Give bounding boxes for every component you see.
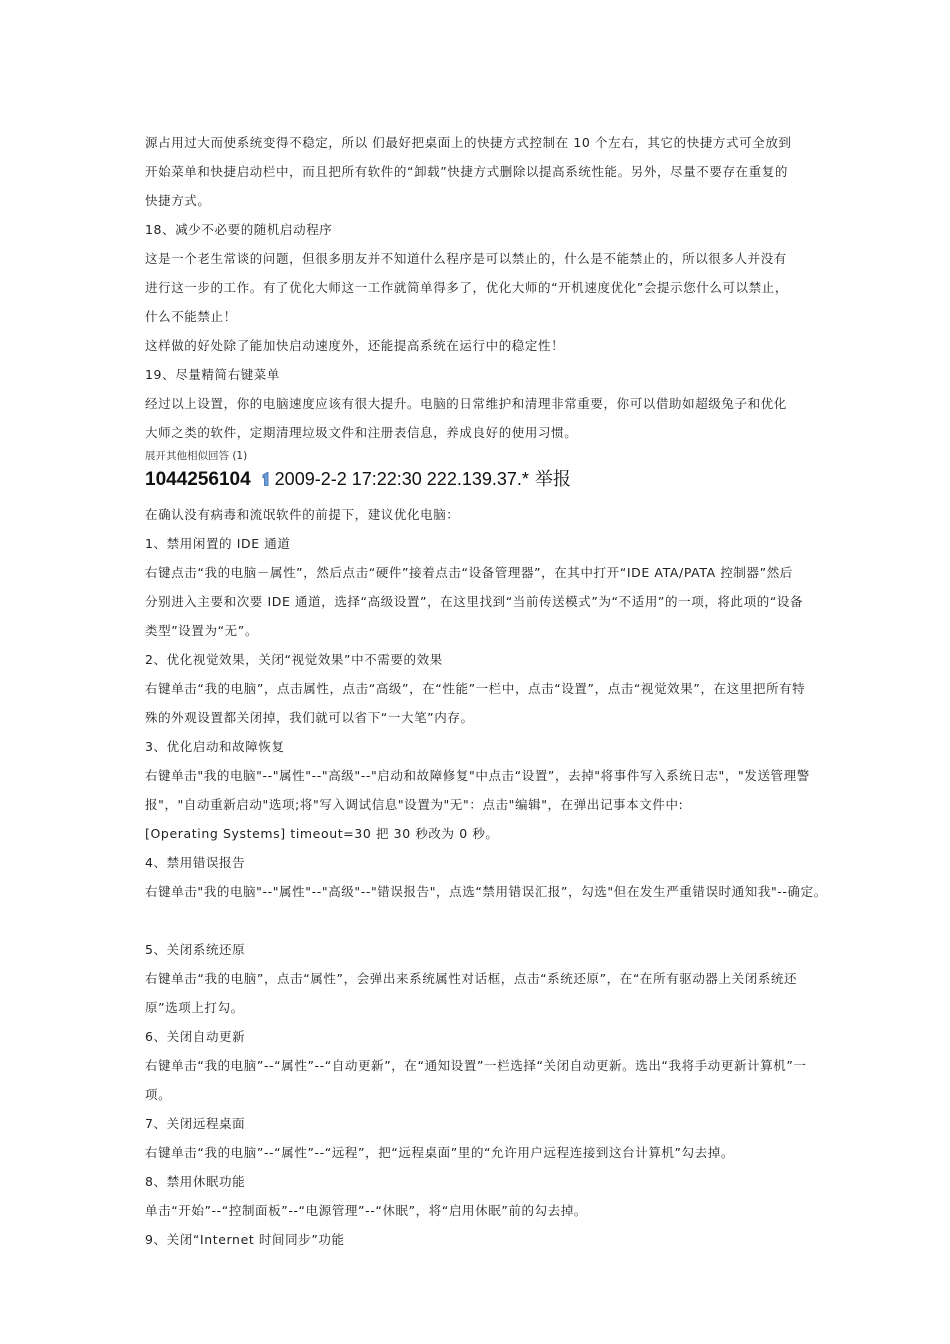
- text-line: 5、关闭系统还原: [145, 942, 246, 957]
- text-line: 这样做的好处除了能加快启动速度外，还能提高系统在运行中的稳定性！: [145, 338, 565, 353]
- text-line: 右键单击"我的电脑"--"属性"--"高级"--"启动和故障修复"中点击“设置”，去掉"将事件写入系统日志"，"发送管理警: [145, 768, 810, 783]
- answer-datetime: 2009-2-2 17:22:30 222.139.37.*: [274, 469, 529, 489]
- text-line: 1、禁用闲置的 IDE 通道: [145, 536, 291, 551]
- text-block-2: [145, 500, 827, 906]
- text-line: 在确认没有病毒和流氓软件的前提下，建议优化电脑：: [145, 507, 460, 522]
- text-line: 单击“开始”--“控制面板”--“电源管理”--“休眠”，将“启用休眠”前的勾去掉。: [145, 1203, 588, 1218]
- text-line: 19、尽量精简右键菜单: [145, 367, 281, 382]
- text-line: 快捷方式。: [145, 193, 211, 208]
- text-block-3: [145, 935, 810, 1254]
- text-line: 7、关闭远程桌面: [145, 1116, 246, 1131]
- text-line: 右键点击“我的电脑－属性”，然后点击“硬件”接着点击“设备管理器”，在其中打开“IDE ATA/PATA 控制器”然后: [145, 565, 793, 580]
- text-line: 8、禁用休眠功能: [145, 1174, 246, 1189]
- rank-level-icon: [261, 472, 271, 486]
- text-block-1: [145, 128, 810, 447]
- text-line: 殊的外观设置都关闭掉，我们就可以省下“一大笔”内存。: [145, 710, 474, 725]
- text-line: 类型”设置为“无”。: [145, 623, 258, 638]
- text-line: 大师之类的软件，定期清理垃圾文件和注册表信息，养成良好的使用习惯。: [145, 425, 578, 440]
- text-line: 3、优化启动和故障恢复: [145, 739, 285, 754]
- text-line: 18、减少不必要的随机启动程序: [145, 222, 333, 237]
- text-line: 项。: [145, 1087, 172, 1102]
- text-line: 2、优化视觉效果，关闭“视觉效果”中不需要的效果: [145, 652, 443, 667]
- text-line: 源占用过大而使系统变得不稳定，所以 们最好把桌面上的快捷方式控制在 10 个左右，其它的快捷方式可全放到: [145, 135, 792, 150]
- text-line: 进行这一步的工作。有了优化大师这一工作就简单得多了，优化大师的“开机速度优化”会提示您什么可以禁止，: [145, 280, 788, 295]
- text-line: 什么不能禁止！: [145, 309, 237, 324]
- text-line: 报"，"自动重新启动"选项;将"写入调试信息"设置为"无"：点击"编辑"，在弹出记事本文件中:: [145, 797, 684, 812]
- text-line: 右键单击“我的电脑”--“属性”--“自动更新”，在“通知设置”一栏选择“关闭自动更新。选出“我将手动更新计算机”一: [145, 1058, 807, 1073]
- text-line: 9、关闭“Internet 时间同步”功能: [145, 1232, 345, 1247]
- report-link[interactable]: 举报: [534, 469, 571, 490]
- answer-user-id[interactable]: 1044256104: [145, 469, 251, 490]
- text-line: 右键单击“我的电脑”，点击“属性”，会弹出来系统属性对话框，点击“系统还原”，在“在所有驱动器上关闭系统还: [145, 971, 798, 986]
- text-line: 开始菜单和快捷启动栏中，而且把所有软件的“卸载”快捷方式删除以提高系统性能。另外，尽量不要存在重复的: [145, 164, 788, 179]
- text-line: 右键单击"我的电脑"--"属性"--"高级"--"错误报告"，点选“禁用错误汇报”，勾选"但在发生严重错误时通知我"--确定。: [145, 884, 827, 899]
- document-page: [145, 128, 827, 1254]
- text-line: 经过以上设置，你的电脑速度应该有很大提升。电脑的日常维护和清理非常重要，你可以借助如超级兔子和优化: [145, 396, 787, 411]
- text-line: 右键单击“我的电脑”，点击属性，点击“高级”，在“性能”一栏中，点击“设置”，点击“视觉效果”，在这里把所有特: [145, 681, 806, 696]
- text-line: 6、关闭自动更新: [145, 1029, 246, 1044]
- text-line: 分别进入主要和次要 IDE 通道，选择“高级设置”，在这里找到“当前传送模式”为“不适用”的一项，将此项的“设备: [145, 594, 804, 609]
- text-line: 右键单击“我的电脑”--“属性”--“远程”，把“远程桌面”里的“允许用户远程连接到这台计算机”勾去掉。: [145, 1145, 735, 1160]
- expand-similar-answers-link[interactable]: 展开其他相似回答 (1): [145, 450, 248, 462]
- text-line: 4、禁用错误报告: [145, 855, 246, 870]
- text-line: 这是一个老生常谈的问题，但很多朋友并不知道什么程序是可以禁止的，什么是不能禁止的，所以很多人并没有: [145, 251, 787, 266]
- text-line: [Operating Systems] timeout=30 把 30 秒改为 0 秒。: [145, 826, 499, 841]
- text-line: 原”选项上打勾。: [145, 1000, 244, 1015]
- blank-line: [145, 906, 810, 935]
- answer-meta: [145, 464, 810, 494]
